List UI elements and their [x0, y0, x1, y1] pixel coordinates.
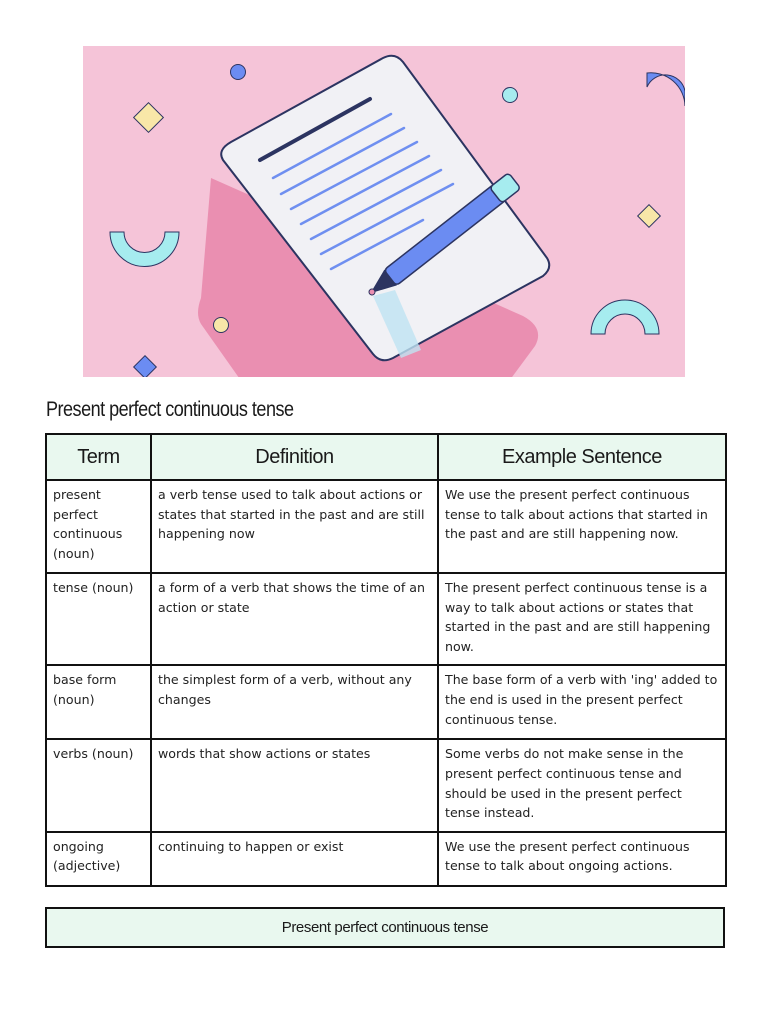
table-header-row — [46, 434, 726, 480]
example-cell: We use the present perfect continuous tense to talk about ongoing actions. — [438, 832, 726, 886]
example-cell: The present perfect continuous tense is a way to talk about actions or states that started in the past and are still happening now. — [438, 573, 726, 665]
footer-label: Present perfect continuous tense — [281, 919, 489, 936]
table-row — [46, 739, 726, 831]
header-illustration — [83, 46, 685, 377]
definition-cell: words that show actions or states — [151, 739, 438, 831]
page-title: Present perfect continuous tense — [46, 398, 294, 421]
column-header-example: Example Sentence — [438, 434, 726, 480]
column-header-definition: Definition — [151, 434, 438, 480]
example-cell: We use the present perfect continuous tense to talk about actions that started in the past and are still happening now. — [438, 480, 726, 573]
term-cell: verbs (noun) — [46, 739, 151, 831]
term-cell: tense (noun) — [46, 573, 151, 665]
document-with-pen-icon — [83, 46, 685, 377]
definition-cell: a form of a verb that shows the time of an action or state — [151, 573, 438, 665]
example-cell: Some verbs do not make sense in the present perfect continuous tense and should be used in the present perfect tense instead. — [438, 739, 726, 831]
term-cell: present perfect continuous (noun) — [46, 480, 151, 573]
table-row — [46, 573, 726, 665]
definition-cell: a verb tense used to talk about actions or states that started in the past and are still happening now — [151, 480, 438, 573]
term-cell: ongoing (adjective) — [46, 832, 151, 886]
vocabulary-table — [45, 433, 727, 887]
definition-cell: the simplest form of a verb, without any changes — [151, 665, 438, 739]
column-header-term: Term — [46, 434, 151, 480]
term-cell: base form (noun) — [46, 665, 151, 739]
table-row — [46, 665, 726, 739]
definition-cell: continuing to happen or exist — [151, 832, 438, 886]
example-cell: The base form of a verb with 'ing' added to the end is used in the present perfect continuous tense. — [438, 665, 726, 739]
table-row — [46, 832, 726, 886]
table-row — [46, 480, 726, 573]
footer-title-box — [45, 907, 725, 948]
